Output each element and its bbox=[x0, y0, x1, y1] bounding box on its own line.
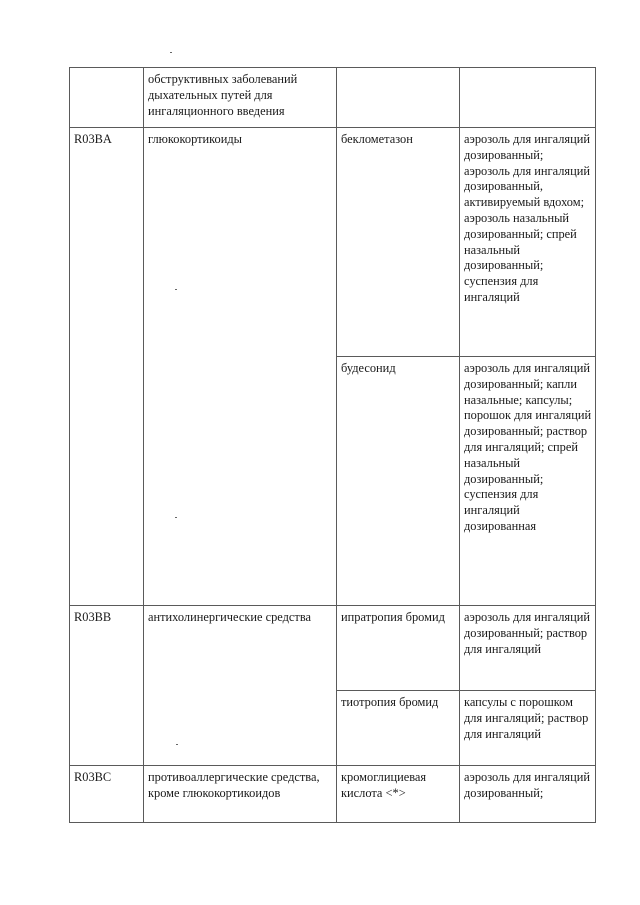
table-row bbox=[70, 606, 596, 691]
drug-name-cell: беклометазон bbox=[337, 128, 460, 357]
dosage-form-cell bbox=[460, 68, 596, 128]
drug-name-cell: тиотропия бромид bbox=[337, 691, 460, 766]
dosage-form-cell: капсулы с порошком для ингаляций; раствор для ингаляций bbox=[460, 691, 596, 766]
drug-group-cell: противоаллергические средства, кроме глюкокортикоидов bbox=[144, 766, 337, 823]
atc-code-cell: R03BA bbox=[70, 128, 144, 606]
drug-name-cell: будесонид bbox=[337, 357, 460, 606]
dosage-form-cell: аэрозоль для ингаляций дозированный; bbox=[460, 766, 596, 823]
dosage-form-cell: аэрозоль для ингаляций дозированный; раствор для ингаляций bbox=[460, 606, 596, 691]
atc-code-cell: R03BB bbox=[70, 606, 144, 766]
drug-name-cell: кромоглициевая кислота <*> bbox=[337, 766, 460, 823]
dosage-form-cell: аэрозоль для ингаляций дозированный; аэрозоль для ингаляций дозированный, активируемый вдохом; аэрозоль назальный дозированный; спрей назальный дозированный; суспензия для ингаляций bbox=[460, 128, 596, 357]
atc-code-cell bbox=[70, 68, 144, 128]
scan-speck bbox=[170, 52, 172, 53]
drug-group-cell: глюкокортикоиды bbox=[144, 128, 337, 606]
table-row bbox=[70, 68, 596, 128]
dosage-form-cell: аэрозоль для ингаляций дозированный; капли назальные; капсулы; порошок для ингаляций дозированный; раствор для ингаляций; спрей назальный дозированный; суспензия для ингаляций дозированная bbox=[460, 357, 596, 606]
drug-group-cell: обструктивных заболеваний дыхательных путей для ингаляционного введения bbox=[144, 68, 337, 128]
table-row bbox=[70, 128, 596, 357]
drug-name-cell: ипратропия бромид bbox=[337, 606, 460, 691]
table-row bbox=[70, 766, 596, 823]
drug-name-cell bbox=[337, 68, 460, 128]
drug-group-cell: антихолинергические средства bbox=[144, 606, 337, 766]
atc-code-cell: R03BC bbox=[70, 766, 144, 823]
drug-classification-table bbox=[69, 67, 596, 823]
